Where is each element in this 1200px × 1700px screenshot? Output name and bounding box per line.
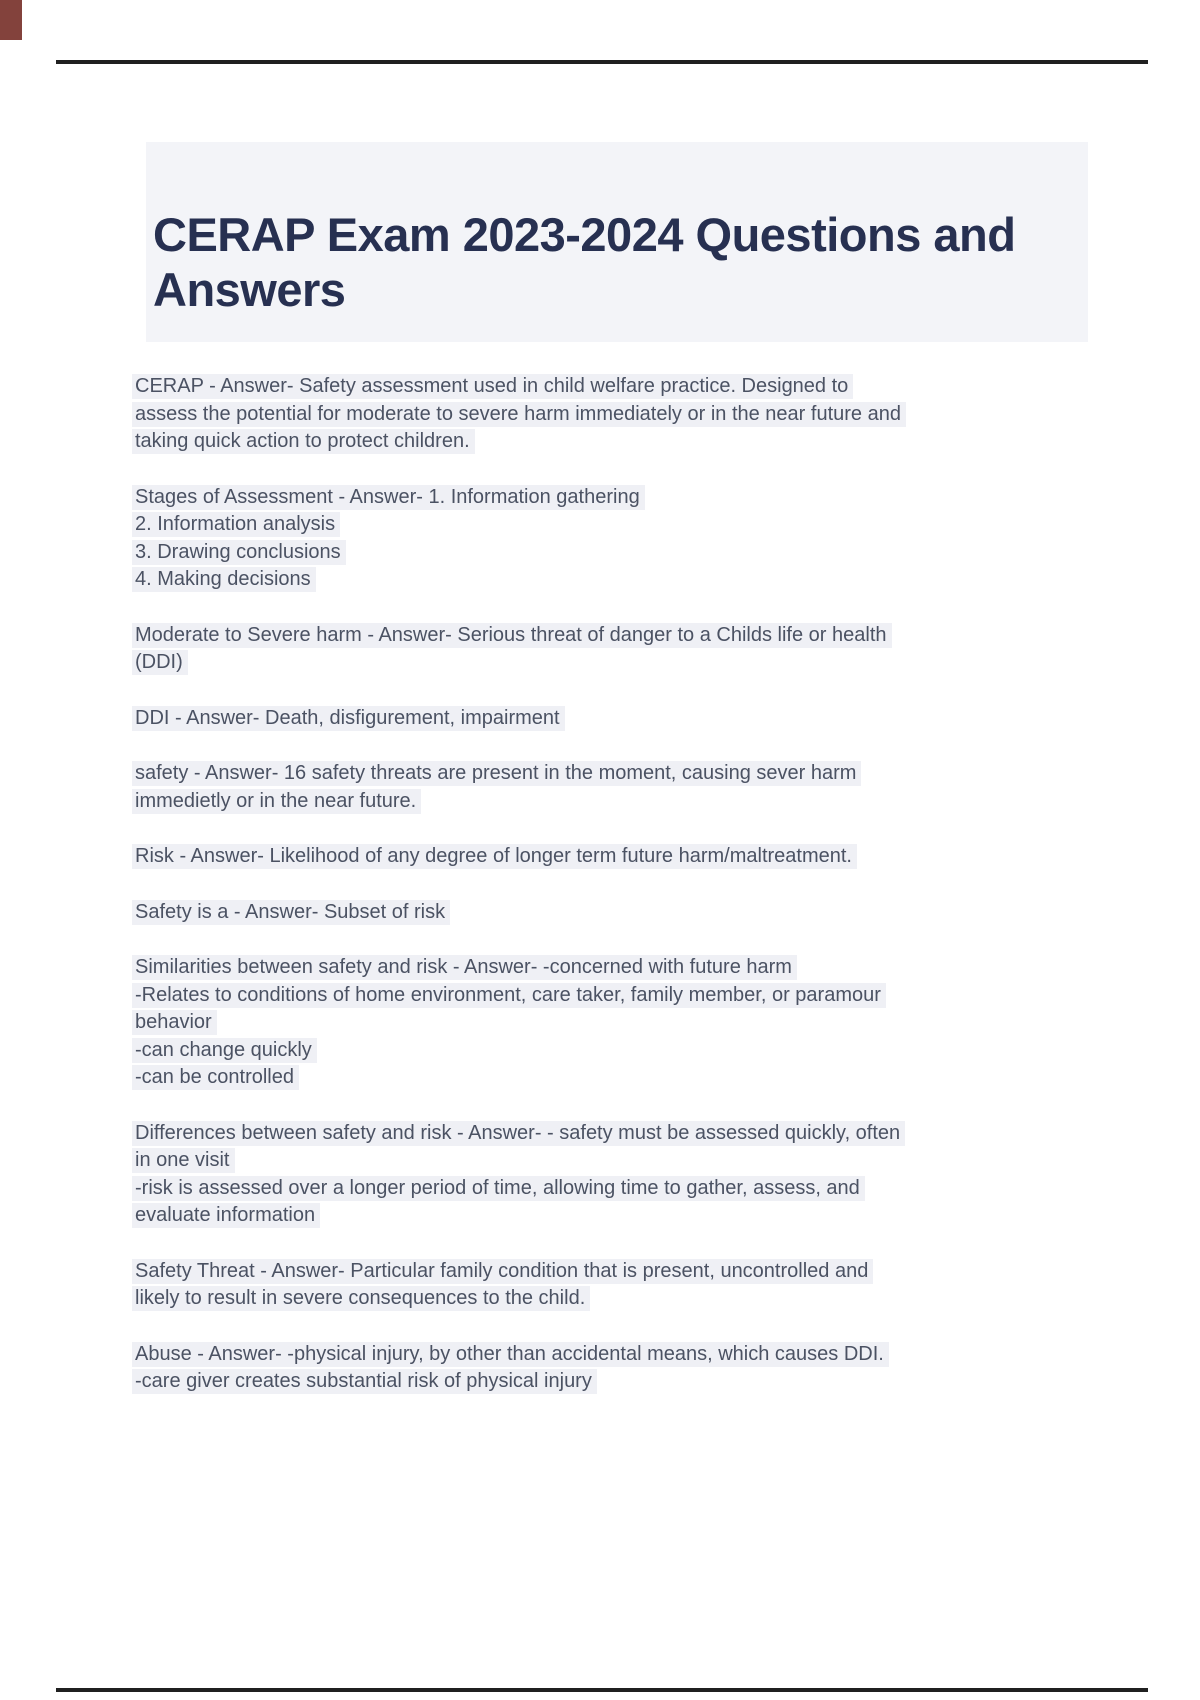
qa-paragraph bbox=[135, 843, 1055, 871]
text-line: -can change quickly bbox=[132, 1038, 317, 1063]
qa-paragraph bbox=[135, 484, 1055, 594]
document-body bbox=[135, 373, 1055, 1424]
text-line: Risk - Answer- Likelihood of any degree of longer term future harm/maltreatment. bbox=[132, 844, 857, 869]
text-line: 3. Drawing conclusions bbox=[132, 540, 346, 565]
qa-paragraph bbox=[135, 705, 1055, 733]
bottom-rule bbox=[56, 1688, 1148, 1692]
text-line: -risk is assessed over a longer period of time, allowing time to gather, assess, and bbox=[132, 1176, 865, 1201]
text-line: -Relates to conditions of home environment, care taker, family member, or paramour bbox=[132, 983, 886, 1008]
text-line: 2. Information analysis bbox=[132, 512, 340, 537]
qa-paragraph bbox=[135, 1341, 1055, 1396]
text-line: safety - Answer- 16 safety threats are present in the moment, causing sever harm bbox=[132, 761, 861, 786]
text-line: Safety Threat - Answer- Particular family condition that is present, uncontrolled and bbox=[132, 1259, 873, 1284]
qa-paragraph bbox=[135, 1258, 1055, 1313]
qa-paragraph bbox=[135, 899, 1055, 927]
text-line: Moderate to Severe harm - Answer- Serious threat of danger to a Childs life or health bbox=[132, 623, 892, 648]
text-line: likely to result in severe consequences to the child. bbox=[132, 1286, 590, 1311]
title-block bbox=[146, 142, 1088, 342]
text-line: taking quick action to protect children. bbox=[132, 429, 475, 454]
text-line: Differences between safety and risk - Answer- - safety must be assessed quickly, often bbox=[132, 1121, 905, 1146]
text-line: evaluate information bbox=[132, 1203, 320, 1228]
qa-paragraph bbox=[135, 1120, 1055, 1230]
text-line: DDI - Answer- Death, disfigurement, impairment bbox=[132, 706, 565, 731]
text-line: (DDI) bbox=[132, 650, 188, 675]
top-rule bbox=[56, 60, 1148, 64]
qa-paragraph bbox=[135, 622, 1055, 677]
text-line: assess the potential for moderate to severe harm immediately or in the near future and bbox=[132, 402, 906, 427]
text-line: in one visit bbox=[132, 1148, 235, 1173]
text-line: Similarities between safety and risk - Answer- -concerned with future harm bbox=[132, 955, 797, 980]
qa-paragraph bbox=[135, 373, 1055, 456]
text-line: behavior bbox=[132, 1010, 217, 1035]
qa-paragraph bbox=[135, 954, 1055, 1092]
corner-accent bbox=[0, 0, 22, 40]
text-line: -can be controlled bbox=[132, 1065, 299, 1090]
text-line: 4. Making decisions bbox=[132, 567, 316, 592]
text-line: Abuse - Answer- -physical injury, by other than accidental means, which causes DDI. bbox=[132, 1342, 889, 1367]
text-line: Safety is a - Answer- Subset of risk bbox=[132, 900, 450, 925]
text-line: immedietly or in the near future. bbox=[132, 789, 421, 814]
text-line: CERAP - Answer- Safety assessment used in child welfare practice. Designed to bbox=[132, 374, 853, 399]
text-line: -care giver creates substantial risk of physical injury bbox=[132, 1369, 597, 1394]
qa-paragraph bbox=[135, 760, 1055, 815]
text-line: Stages of Assessment - Answer- 1. Information gathering bbox=[132, 485, 645, 510]
page-title: CERAP Exam 2023-2024 Questions and Answers bbox=[153, 208, 1016, 316]
